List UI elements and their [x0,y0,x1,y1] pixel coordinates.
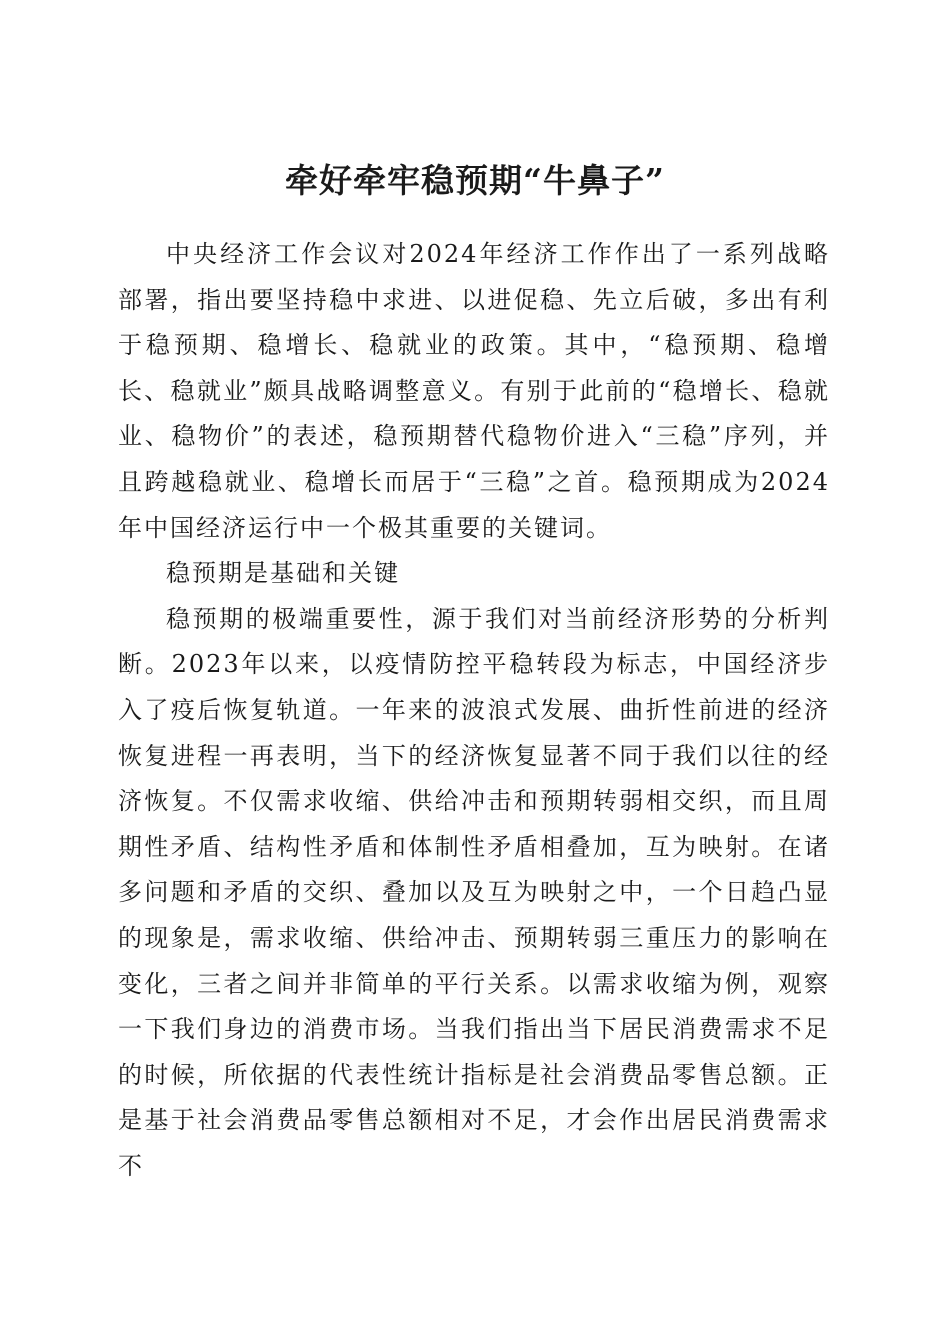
paragraph-analysis: 稳预期的极端重要性，源于我们对当前经济形势的分析判断。2023年以来，以疫情防控平稳转段为标志，中国经济步入了疫后恢复轨道。一年来的波浪式发展、曲折性前进的经济恢复进程一再表明，当下的经济恢复显著不同于我们以往的经济恢复。不仅需求收缩、供给冲击和预期转弱相交织，而且周期性矛盾、结构性矛盾和体制性矛盾相叠加，互为映射。在诸多问题和矛盾的交织、叠加以及互为映射之中，一个日趋凸显的现象是，需求收缩、供给冲击、预期转弱三重压力的影响在变化，三者之间并非简单的平行关系。以需求收缩为例，观察一下我们身边的消费市场。当我们指出当下居民消费需求不足的时候，所依据的代表性统计指标是社会消费品零售总额。正是基于社会消费品零售总额相对不足，才会作出居民消费需求不 [118,604,830,1180]
paragraph-intro: 中央经济工作会议对2024年经济工作作出了一系列战略部署，指出要坚持稳中求进、以进促稳、先立后破，多出有利于稳预期、稳增长、稳就业的政策。其中，“稳预期、稳增长、稳就业”颇具战略调整意义。有别于此前的“稳增长、稳就业、稳物价”的表述，稳预期替代稳物价进入“三稳”序列，并且跨越稳就业、稳增长而居于“三稳”之首。稳预期成为2024年中国经济运行中一个极其重要的关键词。 [118,240,830,542]
document-body [118,232,830,1189]
section-heading: 稳预期是基础和关键 [166,559,400,588]
document-title: 牵好牵牢稳预期“牛鼻子” [285,161,665,201]
